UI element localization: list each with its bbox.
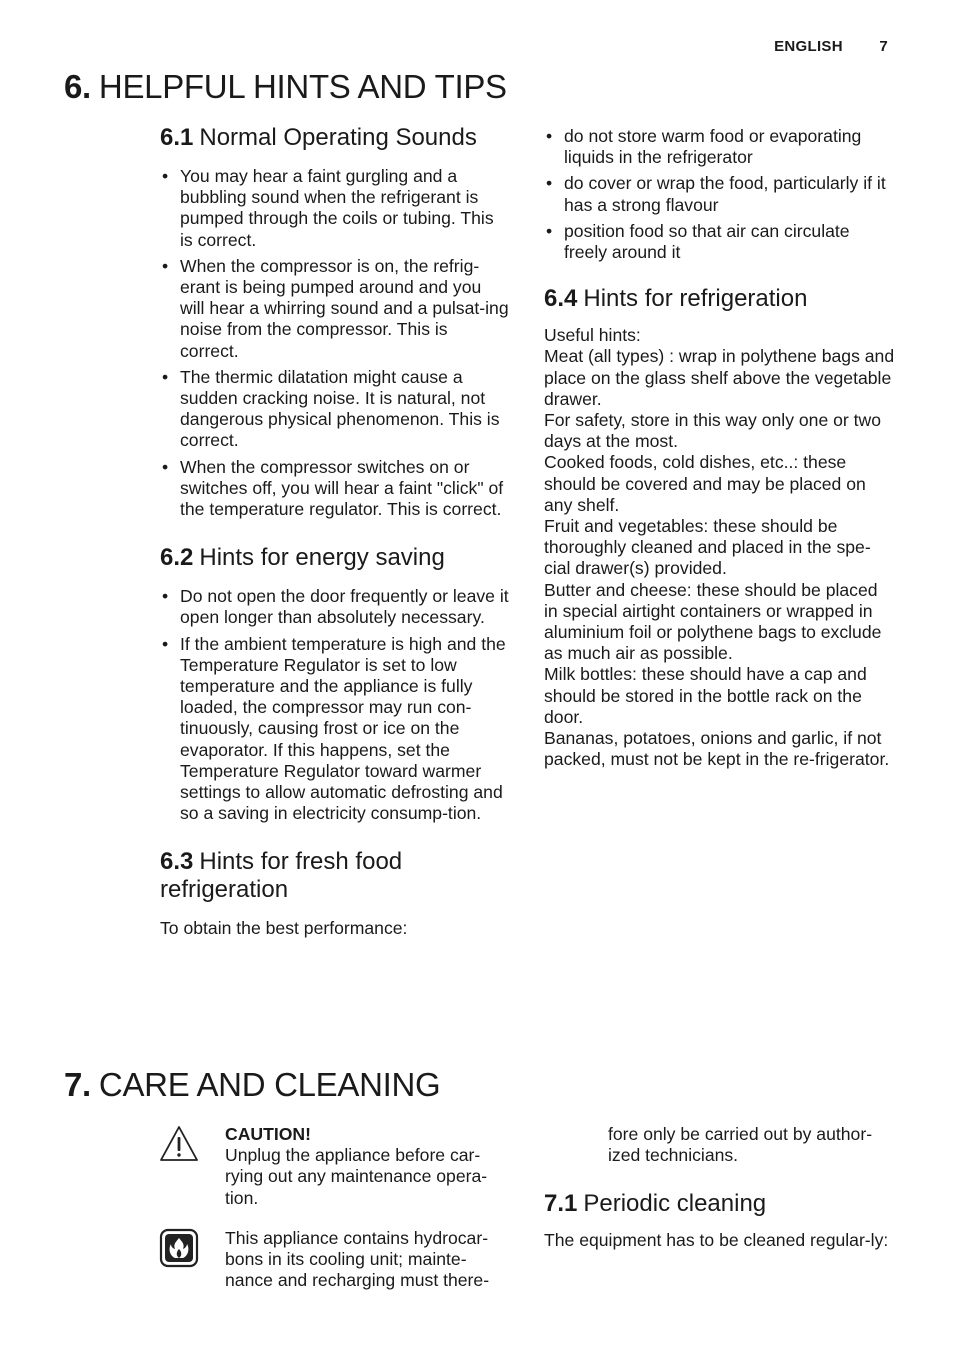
- list-item: • position food so that air can circulate freely around it: [544, 221, 896, 263]
- list-item: • do cover or wrap the food, particularly if it has a strong flavour: [544, 173, 896, 215]
- section-7-1-number: 7.1: [544, 1190, 578, 1217]
- section-7-1-title: Periodic cleaning: [583, 1190, 767, 1217]
- section-6-3-title-line1: Hints for fresh food: [199, 848, 403, 876]
- left-column: [160, 124, 510, 940]
- section-6-3-heading: [160, 848, 510, 904]
- chapter-6-number: 6.: [64, 68, 91, 105]
- list-item: • The thermic dilatation might cause a sudden cracking noise. It is natural, not dangerous physical phenomenon. This is correct.: [160, 367, 510, 452]
- paragraph: For safety, store in this way only one or two days at the most.: [544, 410, 882, 452]
- section-6-4-body: [544, 325, 896, 770]
- section-6-3-intro: To obtain the best performance:: [160, 918, 408, 939]
- chapter-6-title-text: HELPFUL HINTS AND TIPS: [98, 68, 507, 105]
- hydrocarbon-continuation: fore only be carried out by author-ized technicians.: [608, 1124, 873, 1166]
- flame-hydrocarbon-icon: [159, 1228, 199, 1268]
- section-6-4-title: Hints for refrigeration: [583, 285, 808, 313]
- paragraph: Useful hints:: [544, 325, 641, 346]
- section-6-2-heading: [160, 544, 510, 572]
- caution-notice: [159, 1124, 507, 1209]
- chapter-6-title: [64, 68, 507, 106]
- list-item: • When the compressor switches on or switches off, you will hear a faint "click" of the temperature regulator. This is correct.: [160, 457, 510, 521]
- warning-triangle-icon: [159, 1124, 199, 1164]
- section-6-4-number: 6.4: [544, 285, 578, 313]
- section-6-1-title: Normal Operating Sounds: [199, 124, 477, 151]
- paragraph: Meat (all types) : wrap in polythene bags and place on the glass shelf above the vegetable drawer.: [544, 346, 895, 409]
- paragraph: Bananas, potatoes, onions and garlic, if not packed, must not be kept in the re-frigerator.: [544, 728, 890, 770]
- list-item: • You may hear a faint gurgling and a bubbling sound when the refrigerant is pumped through the coils or tubing. This is correct.: [160, 166, 510, 251]
- section-6-3-number: 6.3: [160, 848, 194, 876]
- hydrocarbon-text: This appliance contains hydrocar-bons in its cooling unit; mainte-nance and recharging must there-: [225, 1228, 490, 1291]
- header-language: ENGLISH: [774, 38, 843, 55]
- section-6-1-number: 6.1: [160, 124, 194, 151]
- list-item: • When the compressor is on, the refrig-erant is being pumped around and you will hear a whirring sound and a pulsat-ing noise from the compressor. This is correct.: [160, 256, 510, 362]
- chapter-7-title: [64, 1066, 440, 1104]
- list-item: • Do not open the door frequently or leave it open longer than absolutely necessary.: [160, 586, 510, 628]
- caution-text: Unplug the appliance before car-rying out any maintenance opera-tion.: [225, 1145, 488, 1208]
- section-6-4-heading: [544, 285, 896, 313]
- paragraph: Butter and cheese: these should be placed in special airtight containers or wrapped in aluminium foil or polythene bags to exclude as much air as possible.: [544, 579, 882, 664]
- caution-title: CAUTION!: [225, 1124, 312, 1144]
- hydrocarbon-notice: [159, 1228, 507, 1292]
- paragraph: Fruit and vegetables: these should be thoroughly cleaned and placed in the spe-cial drawer(s) provided.: [544, 516, 871, 579]
- right-column: [544, 126, 896, 770]
- section-7-1-heading: [544, 1190, 896, 1218]
- page-number: 7: [879, 38, 888, 55]
- paragraph: Milk bottles: these should have a cap and should be stored in the bottle rack on the door.: [544, 664, 867, 727]
- section-6-3-list: [544, 126, 896, 263]
- chapter-7-number: 7.: [64, 1066, 91, 1103]
- section-6-1-heading: [160, 124, 510, 152]
- section-7-1-text: The equipment has to be cleaned regular-ly:: [544, 1230, 889, 1250]
- list-item: • do not store warm food or evaporating liquids in the refrigerator: [544, 126, 896, 168]
- caution-text-block: [225, 1124, 507, 1209]
- chapter-7-title-text: CARE AND CLEANING: [98, 1066, 441, 1103]
- section-7-1: [544, 1190, 896, 1251]
- section-6-2-number: 6.2: [160, 544, 194, 572]
- paragraph: Cooked foods, cold dishes, etc..: these should be covered and may be placed on any shelf.: [544, 452, 866, 515]
- section-6-2-title: Hints for energy saving: [199, 544, 445, 572]
- list-item: • If the ambient temperature is high and the Temperature Regulator is set to low temperature and the appliance is fully loaded, the compressor may run con-tinuously, causing frost or ice on the evaporator. If this happens, set the Temperature Regulator toward warmer settings to allow automatic defrosting and so a saving in electricity consump-tion.: [160, 634, 510, 825]
- section-6-1-list: [160, 166, 510, 520]
- section-6-2-list: [160, 586, 510, 824]
- page-header: [774, 38, 888, 55]
- section-6-3-title-line2: refrigeration: [160, 876, 289, 904]
